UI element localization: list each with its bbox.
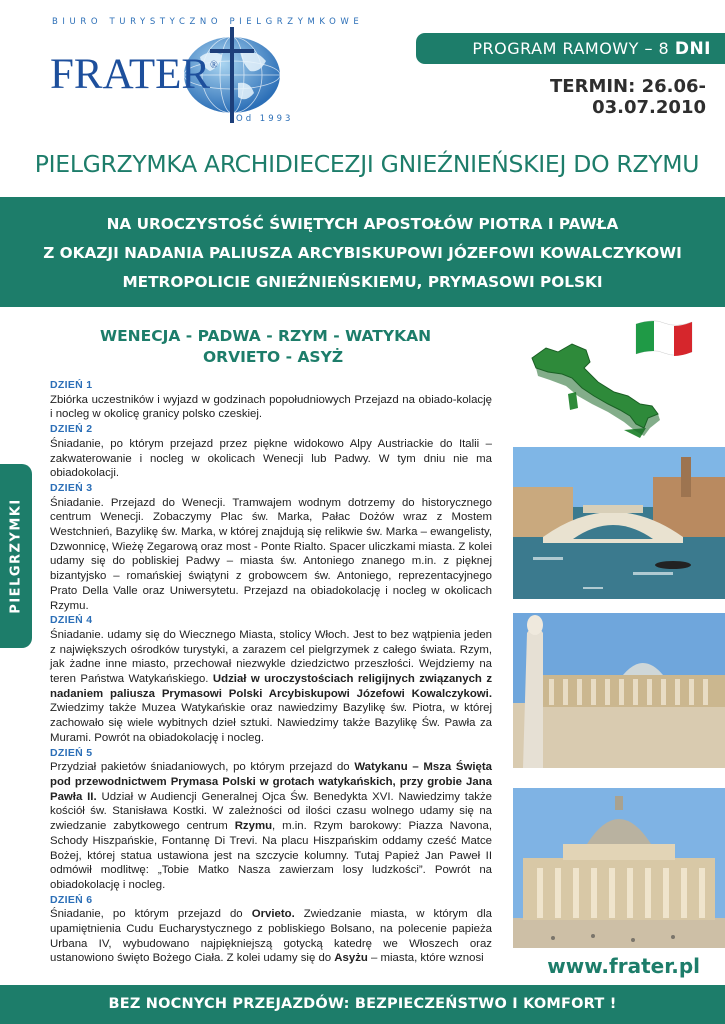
day-label: DZIEŃ 1 xyxy=(50,379,93,391)
footer-slogan: BEZ NOCNYCH PRZEJAZDÓW: BEZPIECZEŃSTWO I KOMFORT ! xyxy=(0,985,725,1024)
route-heading xyxy=(100,326,440,368)
category-side-tab: PIELGRZYMKI xyxy=(0,464,32,648)
day-label: DZIEŃ 3 xyxy=(50,481,93,494)
occasion-line: Z OKAZJI NADANIA PALIUSZA ARCYBISKUPOWI JÓZEFOWI KOWALCZYKOWI xyxy=(43,244,682,262)
day-description: Śniadanie. udamy się do Wiecznego Miasta, stolicy Włoch. Jest to bez wątpienia jeden z największych ośrodków turystyki, a zarazem cel pielgrzymek z całego świata. Rzym, jak żadne inne miasto, przechował niezwykle dziedzictwo przeszłości. Wejdziemy na teren Państwa Watykańskiego. Udział w uroczystościach religijnych związanych z nadaniem paliusza Prymasowi Polski Arcybiskupowi Józefowi Kowalczykowi. Zwiedzimy także Muzea Watykańskie oraz nawiedzimy Bazylikę św. Piotra, w której zachowało się wiele wybitnych dzieł sztuki. Nawiedzimy także Bazylikę Św. Pawła za Murami. Powrót na obiadokolację i nocleg. xyxy=(50,628,493,744)
website-link[interactable]: www.frater.pl xyxy=(547,954,700,978)
day-label: DZIEŃ 2 xyxy=(50,423,93,436)
trip-dates: TERMIN: 26.06-03.07.2010 xyxy=(550,76,706,118)
page-title: PIELGRZYMKA ARCHIDIECEZJI GNIEŹNIEŃSKIEJ DO RZYMU xyxy=(34,150,700,178)
italy-map-icon xyxy=(528,338,678,446)
occasion-banner xyxy=(0,197,725,307)
day-description: Śniadanie. Przejazd do Wenecji. Tramwajem wodnym dotrzemy do historycznego centrum Wenecji. Zobaczymy Plac św. Marka, Pałac Dożów wraz z Mostem Westchnień, Bazylikę św. Marka, w której znajdują się relikwie św. Marka – ewangelisty, Dzwonnicę, Wieżę Zegarową oraz most - Ponte Rialto. Spacer uliczkami miasta. Z kolei udamy się do pobliskiej Padwy – miasta św. Antoniego znanego m.in. z pięknej bizantyjsko – romańskiej świątyni z grobowcem św. Antoniego, reprezentacyjnego Prato Della Valle oraz Uniwersytetu. Przejazd na obiadokolację i nocleg w okolicach Rzymu. xyxy=(50,496,492,612)
itinerary xyxy=(50,378,492,966)
day-label: DZIEŃ 4 xyxy=(50,614,93,627)
st-peters-basilica-photo xyxy=(513,788,725,948)
occasion-line: METROPOLICIE GNIEŹNIEŃSKIEMU, PRYMASOWI POLSKI xyxy=(122,273,603,291)
founded-year: Od 1993 xyxy=(236,114,294,124)
route-line-1: WENECJA - PADWA - RZYM - WATYKAN xyxy=(100,327,432,345)
day-label: DZIEŃ 6 xyxy=(50,893,93,906)
route-line-2: ORVIETO - ASYŻ xyxy=(203,348,344,366)
day-description: Śniadanie, po którym przejazd przez piękne widokowo Alpy Austriackie do Italii – zakwaterowanie i nocleg w okolicach Wenecji lub Padwy. W tym dniu nie ma obiadokolacji. xyxy=(50,437,492,480)
agency-tagline: BIURO TURYSTYCZNO PIELGRZYMKOWE xyxy=(52,17,364,27)
venice-photo xyxy=(513,447,725,599)
program-banner: PROGRAM RAMOWY – 8 DNI xyxy=(416,33,725,64)
brand-logo: FRATER® xyxy=(50,51,218,98)
day-description: Przydział pakietów śniadaniowych, po którym przejazd do Watykanu – Msza Święta pod przewodnictwem Prymasa Polski w grotach watykańskich, przy grobie Jana Pawła II. Udział w Audiencji Generalnej Ojca Św. Benedykta XVI. Nawiedzimy także kościół św. Stanisława Kostki. W zależności od ilości czasu wolnego udamy się na zwiedzanie zabytkowego centrum Rzymu, m.in. Rzym barokowy: Piazza Navona, Schody Hiszpańskie, Fontannę Di Trevi. Na placu Hiszpańskim oddamy cześć Matce Bożej, której statua ustawiona jest na szczycie kolumny. Tutaj Papież Jan Paweł II odmówił modlitwę: „Tobie Matko Nasza zawierzam losy ludzkości”. Powrót na obiadokolację i nocleg. xyxy=(50,761,493,891)
day-label: DZIEŃ 5 xyxy=(50,746,93,759)
day-description: Zbiórka uczestników i wyjazd w godzinach popołudniowych Przejazd na obiado-kolację i nocleg w okolicę granicy polsko czeskiej. xyxy=(50,393,492,421)
occasion-line: NA UROCZYSTOŚĆ ŚWIĘTYCH APOSTOŁÓW PIOTRA I PAWŁA xyxy=(106,215,619,233)
st-peters-colonnade-photo xyxy=(513,613,725,768)
day-description: Śniadanie, po którym przejazd do Orvieto. Zwiedzanie miasta, w którym dla upamiętnienia Cudu Eucharystycznego z pobliskiego Bolsano, na polecenie papieża Urbana IV, wybudowano najpiękniejszą gotycką katedrę we Włoszech oraz ustanowiono święto Bożego Ciała. Z kolei udamy się do Asyżu – miasta, które wznosi xyxy=(50,908,492,965)
